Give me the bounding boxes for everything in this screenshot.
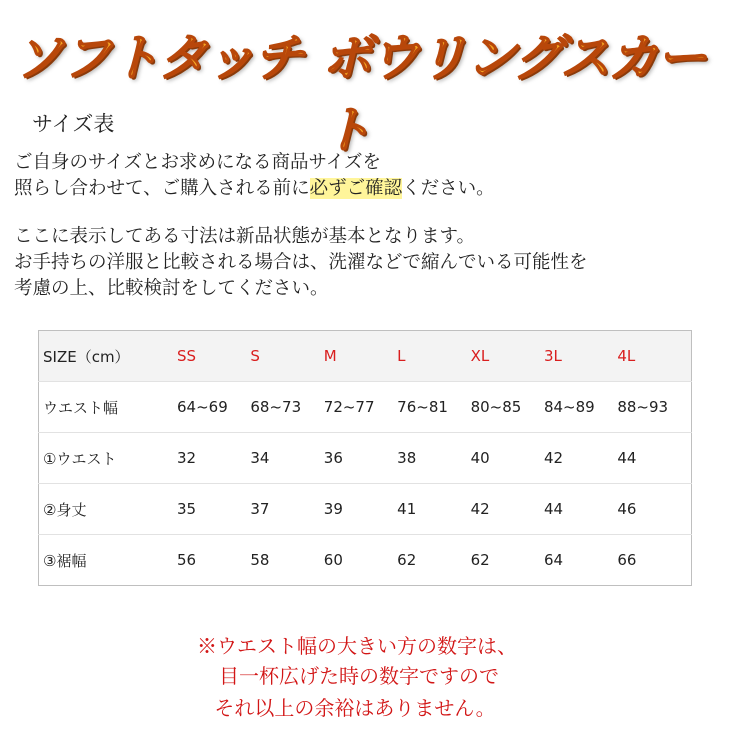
notice-paragraph	[14, 224, 588, 302]
intro-line-1: ご自身のサイズとお求めになる商品サイズを	[14, 152, 382, 173]
intro-line-2	[14, 176, 495, 202]
size-header-label: SIZE（cm）	[39, 331, 178, 382]
size-header-s: S	[250, 331, 323, 382]
table-cell: 58	[250, 551, 270, 569]
table-row	[39, 433, 692, 484]
notice-line-2: お手持ちの洋服と比較される場合は、洗濯などで縮んでいる可能性を	[14, 252, 588, 273]
product-title-part2: ボウリングスカート	[322, 29, 705, 159]
table-cell: 76~81	[397, 382, 470, 433]
intro-line-2-pre: 照らし合わせて、ご購入される前に	[14, 178, 310, 199]
table-cell: 88~93	[617, 382, 691, 433]
table-cell: 44	[617, 433, 691, 484]
notice-line-3: 考慮の上、比較検討をしてください。	[14, 278, 329, 299]
intro-line-2-post: ください。	[402, 178, 495, 199]
table-cell: 80~85	[471, 382, 544, 433]
table-row	[39, 535, 692, 586]
size-chart-heading: サイズ表	[32, 112, 115, 136]
intro-paragraph	[14, 150, 495, 202]
row-label-waist: ①ウエスト	[39, 433, 178, 484]
table-cell: 44	[544, 484, 617, 535]
row-label-hem-width: ③裾幅	[43, 551, 87, 570]
table-cell: 37	[250, 484, 323, 535]
table-row	[39, 382, 692, 433]
table-cell: 38	[397, 433, 470, 484]
table-cell: 68~73	[250, 382, 323, 433]
confirm-highlight: 必ずご確認	[309, 178, 403, 199]
table-cell: 34	[250, 433, 323, 484]
size-header-ss: SS	[177, 331, 250, 382]
table-cell: 41	[397, 484, 470, 535]
footnote-line-3: それ以上の余裕はありません。	[214, 696, 496, 720]
table-cell: 39	[324, 484, 397, 535]
table-cell: 60	[323, 551, 343, 569]
product-title-part1: ソフトタッチ	[14, 29, 302, 87]
table-cell: 56	[177, 551, 197, 569]
footnote-line-1: ※ウエスト幅の大きい方の数字は、	[197, 634, 517, 658]
table-cell: 42	[544, 433, 617, 484]
size-header-row	[39, 331, 692, 382]
size-table	[38, 330, 692, 586]
table-cell: 42	[471, 484, 544, 535]
footnote-line-2: 目一杯広げた時の数字ですので	[219, 664, 499, 688]
size-header-3l: 3L	[544, 331, 617, 382]
table-cell: 32	[177, 433, 250, 484]
row-label-waist-width: ウエスト幅	[39, 382, 178, 433]
row-label-length: ②身丈	[39, 484, 178, 535]
table-cell: 62	[397, 551, 417, 569]
table-cell: 40	[471, 433, 544, 484]
table-cell: 84~89	[544, 382, 617, 433]
table-cell: 66	[617, 551, 637, 569]
notice-line-1: ここに表示してある寸法は新品状態が基本となります。	[14, 226, 476, 247]
size-header-l: L	[397, 331, 470, 382]
size-header-xl: XL	[471, 331, 544, 382]
table-cell: 62	[470, 551, 490, 569]
table-cell: 64~69	[177, 382, 250, 433]
size-header-m: M	[324, 331, 397, 382]
size-header-4l: 4L	[617, 331, 691, 382]
table-row	[39, 484, 692, 535]
table-cell: 36	[324, 433, 397, 484]
table-cell: 46	[617, 484, 691, 535]
table-cell: 64	[543, 551, 564, 569]
table-cell: 72~77	[324, 382, 397, 433]
table-cell: 35	[177, 484, 250, 535]
